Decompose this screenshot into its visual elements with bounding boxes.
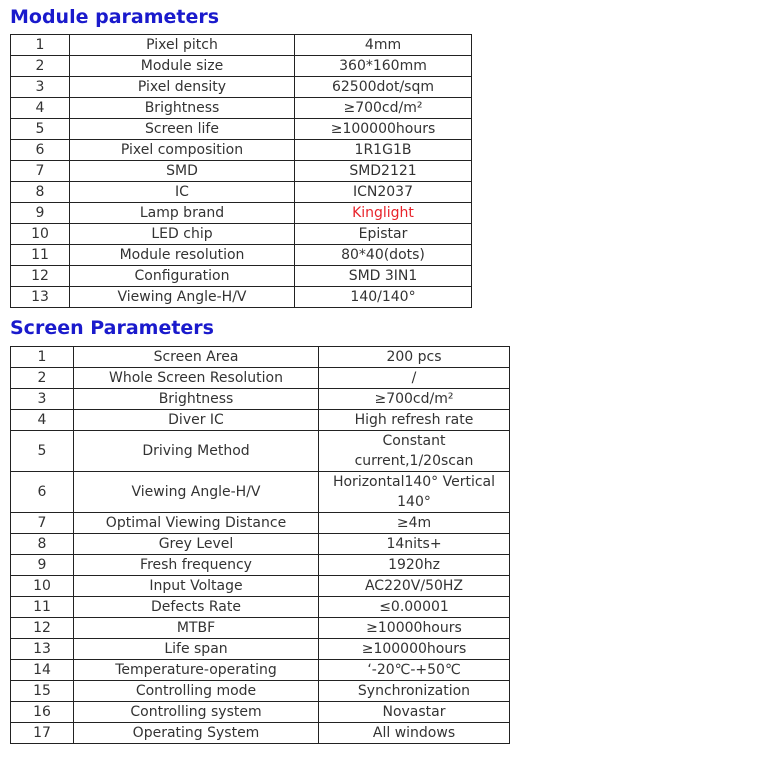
row-number: 12	[11, 618, 74, 639]
table-row	[11, 368, 510, 389]
parameter-name: Pixel density	[70, 77, 295, 98]
parameter-name: IC	[70, 182, 295, 203]
parameter-name: Temperature-operating	[74, 660, 319, 681]
row-number: 2	[11, 56, 70, 77]
parameter-name: Screen life	[70, 119, 295, 140]
row-number: 4	[11, 98, 70, 119]
table-row	[11, 119, 472, 140]
parameter-name: Driving Method	[74, 431, 319, 472]
parameter-name: Brightness	[70, 98, 295, 119]
parameter-value: 360*160mm	[295, 56, 472, 77]
parameter-name: Screen Area	[74, 347, 319, 368]
parameter-name: Viewing Angle-H/V	[70, 287, 295, 308]
row-number: 10	[11, 576, 74, 597]
row-number: 12	[11, 266, 70, 287]
parameter-value: High refresh rate	[319, 410, 510, 431]
table-row	[11, 723, 510, 744]
screen-parameters-title: Screen Parameters	[10, 317, 214, 339]
parameter-value: 14nits+	[319, 534, 510, 555]
row-number: 3	[11, 77, 70, 98]
parameter-value: 140/140°	[295, 287, 472, 308]
row-number: 17	[11, 723, 74, 744]
parameter-value: ≥10000hours	[319, 618, 510, 639]
parameter-name: Viewing Angle-H/V	[74, 472, 319, 513]
parameter-value: ≥700cd/m²	[295, 98, 472, 119]
row-number: 6	[11, 472, 74, 513]
row-number: 8	[11, 182, 70, 203]
screen-parameters-body	[11, 347, 510, 744]
row-number: 15	[11, 681, 74, 702]
parameter-value: ≥4m	[319, 513, 510, 534]
table-row	[11, 472, 510, 513]
row-number: 7	[11, 161, 70, 182]
parameter-value: 1R1G1B	[295, 140, 472, 161]
parameter-value: Synchronization	[319, 681, 510, 702]
parameter-value: All windows	[319, 723, 510, 744]
parameter-value: ≤0.00001	[319, 597, 510, 618]
parameter-name: Fresh frequency	[74, 555, 319, 576]
parameter-value: 4mm	[295, 35, 472, 56]
parameter-name: Whole Screen Resolution	[74, 368, 319, 389]
table-row	[11, 660, 510, 681]
table-row	[11, 203, 472, 224]
parameter-value: 1920hz	[319, 555, 510, 576]
module-parameters-table	[10, 34, 472, 308]
table-row	[11, 287, 472, 308]
row-number: 13	[11, 639, 74, 660]
parameter-value: Kinglight	[295, 203, 472, 224]
parameter-name: Operating System	[74, 723, 319, 744]
parameter-name: Input Voltage	[74, 576, 319, 597]
parameter-name: Module size	[70, 56, 295, 77]
table-row	[11, 35, 472, 56]
table-row	[11, 245, 472, 266]
row-number: 6	[11, 140, 70, 161]
table-row	[11, 681, 510, 702]
parameter-name: Defects Rate	[74, 597, 319, 618]
parameter-value: Novastar	[319, 702, 510, 723]
parameter-value: ≥700cd/m²	[319, 389, 510, 410]
parameter-value: 80*40(dots)	[295, 245, 472, 266]
parameter-value: ICN2037	[295, 182, 472, 203]
parameter-value: ‘-20℃-+50℃	[319, 660, 510, 681]
row-number: 8	[11, 534, 74, 555]
table-row	[11, 639, 510, 660]
parameter-name: Diver IC	[74, 410, 319, 431]
parameter-value: AC220V/50HZ	[319, 576, 510, 597]
table-row	[11, 161, 472, 182]
row-number: 13	[11, 287, 70, 308]
parameter-value: 200 pcs	[319, 347, 510, 368]
row-number: 4	[11, 410, 74, 431]
table-row	[11, 576, 510, 597]
parameter-name: Brightness	[74, 389, 319, 410]
row-number: 5	[11, 119, 70, 140]
parameter-value: Epistar	[295, 224, 472, 245]
row-number: 11	[11, 245, 70, 266]
table-row	[11, 266, 472, 287]
row-number: 7	[11, 513, 74, 534]
parameter-value: SMD 3IN1	[295, 266, 472, 287]
parameter-value: ≥100000hours	[295, 119, 472, 140]
row-number: 14	[11, 660, 74, 681]
screen-parameters-table	[10, 346, 510, 744]
table-row	[11, 534, 510, 555]
row-number: 11	[11, 597, 74, 618]
table-row	[11, 224, 472, 245]
row-number: 9	[11, 203, 70, 224]
parameter-value: Horizontal140° Vertical 140°	[319, 472, 510, 513]
row-number: 5	[11, 431, 74, 472]
row-number: 10	[11, 224, 70, 245]
table-row	[11, 618, 510, 639]
table-row	[11, 56, 472, 77]
row-number: 1	[11, 347, 74, 368]
table-row	[11, 410, 510, 431]
parameter-name: Configuration	[70, 266, 295, 287]
parameter-name: MTBF	[74, 618, 319, 639]
parameter-name: Lamp brand	[70, 203, 295, 224]
table-row	[11, 98, 472, 119]
table-row	[11, 513, 510, 534]
table-row	[11, 182, 472, 203]
row-number: 16	[11, 702, 74, 723]
table-row	[11, 431, 510, 472]
parameter-name: SMD	[70, 161, 295, 182]
table-row	[11, 347, 510, 368]
parameter-name: Module resolution	[70, 245, 295, 266]
table-row	[11, 555, 510, 576]
parameter-value: Constant current,1/20scan	[319, 431, 510, 472]
row-number: 9	[11, 555, 74, 576]
table-row	[11, 597, 510, 618]
parameter-value: ≥100000hours	[319, 639, 510, 660]
row-number: 2	[11, 368, 74, 389]
parameter-name: Pixel pitch	[70, 35, 295, 56]
parameter-value: SMD2121	[295, 161, 472, 182]
parameter-name: Grey Level	[74, 534, 319, 555]
row-number: 3	[11, 389, 74, 410]
table-row	[11, 77, 472, 98]
parameter-name: LED chip	[70, 224, 295, 245]
parameter-name: Controlling mode	[74, 681, 319, 702]
parameter-value: 62500dot/sqm	[295, 77, 472, 98]
table-row	[11, 389, 510, 410]
parameter-name: Controlling system	[74, 702, 319, 723]
table-row	[11, 140, 472, 161]
module-parameters-body	[11, 35, 472, 308]
module-parameters-title: Module parameters	[10, 6, 220, 28]
table-row	[11, 702, 510, 723]
parameter-name: Pixel composition	[70, 140, 295, 161]
row-number: 1	[11, 35, 70, 56]
parameter-name: Optimal Viewing Distance	[74, 513, 319, 534]
parameter-name: Life span	[74, 639, 319, 660]
parameter-value: /	[319, 368, 510, 389]
